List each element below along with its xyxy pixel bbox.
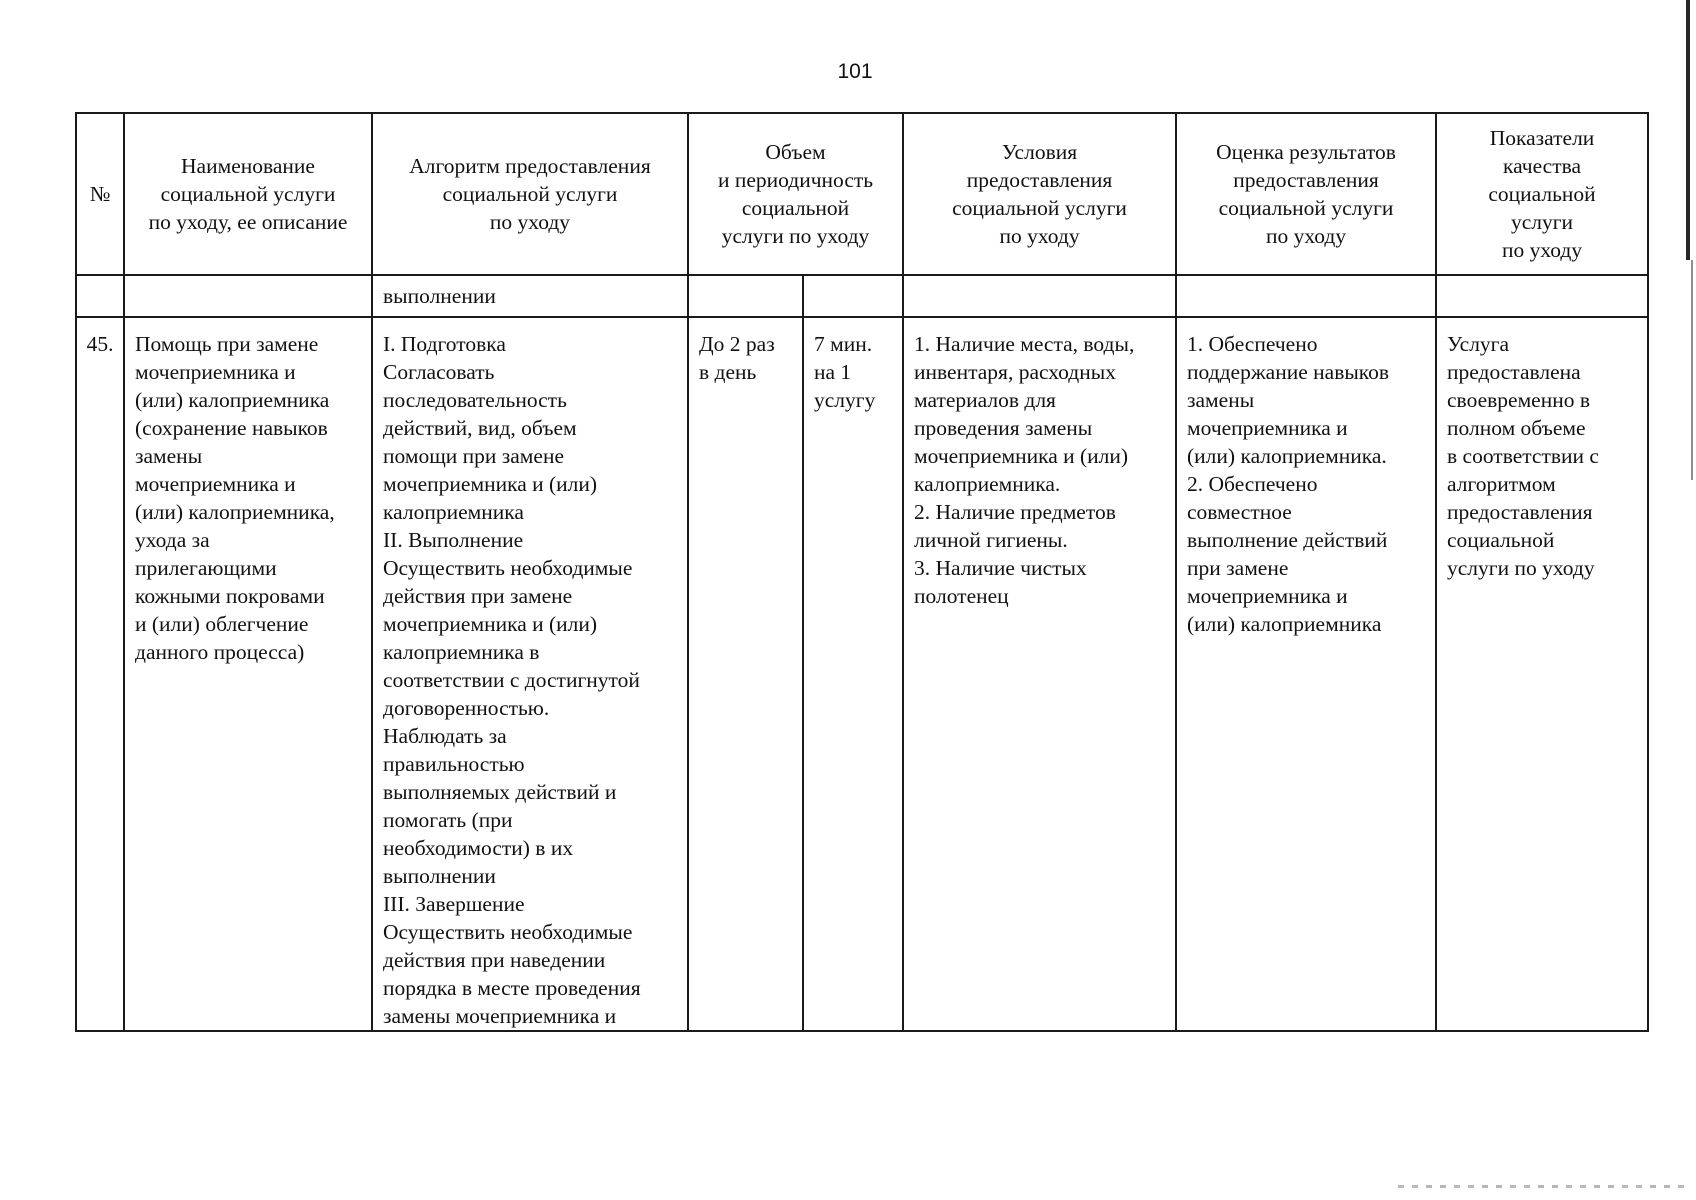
text-line: материалов для xyxy=(914,388,1056,412)
text-line: II. Выполнение xyxy=(383,528,524,552)
text-line: мочеприемника и xyxy=(135,360,296,384)
text-line: услуги по уходу xyxy=(721,224,870,248)
text-line: ухода за xyxy=(135,528,210,552)
text-line: порядка в месте проведения xyxy=(383,976,641,1000)
text-line: на 1 xyxy=(814,360,852,384)
text-line: инвентаря, расходных xyxy=(914,360,1116,384)
text-line: предоставления xyxy=(966,168,1113,192)
text-line: 1. Обеспечено xyxy=(1187,332,1318,356)
text-line: соответствии с достигнутой xyxy=(383,668,640,692)
text-line: мочеприемника и xyxy=(1187,584,1348,608)
text-line: алгоритмом xyxy=(1447,472,1556,496)
header-conditions xyxy=(903,113,1176,275)
text-line: проведения замены xyxy=(914,416,1093,440)
text-line: мочеприемника и (или) xyxy=(914,444,1129,468)
text-line: в соответствии с xyxy=(1447,444,1599,468)
text-line: Осуществить необходимые xyxy=(383,556,633,580)
text-line: (или) калоприемника xyxy=(135,388,330,412)
text-line: Объем xyxy=(765,140,826,164)
cont-cell-name xyxy=(124,275,372,317)
text-line: по уходу xyxy=(489,210,571,234)
text-line: Оценка результатов xyxy=(1216,140,1396,164)
text-line: Алгоритм предоставления xyxy=(409,154,651,178)
text-line: необходимости) в их xyxy=(383,836,574,860)
text-line: предоставления xyxy=(1447,500,1593,524)
text-line: замены xyxy=(135,444,203,468)
header-volume xyxy=(688,113,903,275)
page-number: 101 xyxy=(837,60,873,83)
text-line: социальной xyxy=(1488,182,1596,206)
text-line: социальной услуги xyxy=(160,182,336,206)
header-quality xyxy=(1436,113,1648,275)
text-line: Условия xyxy=(1001,140,1078,164)
text-line: калоприемника xyxy=(383,500,524,524)
text-line: и (или) облегчение xyxy=(135,612,309,636)
text-line: действия при наведении xyxy=(383,948,606,972)
row-number: 45. xyxy=(76,317,124,1031)
scan-noise-dots xyxy=(1398,1185,1688,1188)
text-line: 2. Обеспечено xyxy=(1187,472,1318,496)
text-line: мочеприемника и (или) xyxy=(383,612,598,636)
text-line: по уходу xyxy=(999,224,1080,248)
scan-edge-mark-lower xyxy=(1691,260,1693,480)
services-table xyxy=(75,112,1649,1032)
text-line: по уходу xyxy=(1265,224,1347,248)
text-line: предоставления xyxy=(1233,168,1379,192)
text-line: № xyxy=(89,182,111,206)
text-line: замены мочеприемника и xyxy=(383,1004,617,1028)
header-row xyxy=(76,113,1648,275)
text-line: прилегающими xyxy=(135,556,277,580)
text-line: выполняемых действий и xyxy=(383,780,617,804)
text-line: 7 мин. xyxy=(814,332,873,356)
text-line: полотенец xyxy=(914,584,1009,608)
text-line: 2. Наличие предметов xyxy=(914,500,1116,524)
text-line: (или) калоприемника xyxy=(1187,612,1382,636)
header-evaluation xyxy=(1176,113,1436,275)
text-line: выполнение действий xyxy=(1187,528,1388,552)
text-line: услуги по уходу xyxy=(1447,556,1595,580)
text-line: мочеприемника и (или) xyxy=(383,472,598,496)
text-line: 1. Наличие места, воды, xyxy=(914,332,1135,356)
text-line: До 2 раз xyxy=(699,332,775,356)
scan-edge-mark xyxy=(1686,0,1690,260)
text-line: при замене xyxy=(1187,556,1289,580)
text-line: социальной услуги xyxy=(442,182,618,206)
text-line: калоприемника в xyxy=(383,640,540,664)
continuation-row xyxy=(76,275,1648,317)
text-line: данного процесса) xyxy=(135,640,305,664)
text-line: (или) калоприемника, xyxy=(135,500,335,524)
text-line: действия при замене xyxy=(383,584,573,608)
header-number xyxy=(76,113,124,275)
text-line: в день xyxy=(699,360,757,384)
text-line: (или) калоприемника. xyxy=(1187,444,1387,468)
text-line: Осуществить необходимые xyxy=(383,920,633,944)
text-line: и периодичность xyxy=(717,168,874,192)
text-line: социальной xyxy=(741,196,850,220)
evaluation-cell xyxy=(1176,317,1436,1031)
cont-cell-number xyxy=(76,275,124,317)
text-line: последовательность xyxy=(383,388,567,412)
text-line: договоренностью. xyxy=(383,696,550,720)
text-line: Услуга xyxy=(1447,332,1510,356)
text-line: услугу xyxy=(814,388,876,412)
text-line: личной гигиены. xyxy=(914,528,1068,552)
time-cell xyxy=(803,317,903,1031)
text-line: Помощь при замене xyxy=(135,332,319,356)
conditions-cell xyxy=(903,317,1176,1031)
text-line: социальной xyxy=(1447,528,1555,552)
text-line: помощи при замене xyxy=(383,444,565,468)
text-line: помогать (при xyxy=(383,808,513,832)
cont-cell-quality xyxy=(1436,275,1648,317)
text-line: калоприемника. xyxy=(914,472,1061,496)
text-line: 3. Наличие чистых xyxy=(914,556,1087,580)
text-line: поддержание навыков xyxy=(1187,360,1390,384)
header-algorithm xyxy=(372,113,688,275)
text-line: предоставлена xyxy=(1447,360,1581,384)
cont-cell-conditions xyxy=(903,275,1176,317)
cont-cell-volume xyxy=(688,275,803,317)
text-line: выполнении xyxy=(383,864,496,888)
text-line: Наблюдать за xyxy=(383,724,507,748)
algorithm-cell xyxy=(372,317,688,1031)
text-line: правильностью xyxy=(383,752,525,776)
text-line: своевременно в xyxy=(1447,388,1590,412)
text-line: совместное xyxy=(1187,500,1292,524)
text-line: Показатели xyxy=(1489,126,1595,150)
text-line: мочеприемника и xyxy=(135,472,296,496)
cont-cell-algorithm: выполнении xyxy=(372,275,688,317)
text-line: социальной услуги xyxy=(1218,196,1394,220)
text-line: замены xyxy=(1187,388,1255,412)
cont-cell-evaluation xyxy=(1176,275,1436,317)
text-line: I. Подготовка xyxy=(383,332,506,356)
text-line: услуги xyxy=(1510,210,1574,234)
cont-cell-time xyxy=(803,275,903,317)
text-line: (сохранение навыков xyxy=(135,416,328,440)
text-line: мочеприемника и xyxy=(1187,416,1348,440)
text-line: качества xyxy=(1502,154,1582,178)
text-line: кожными покровами xyxy=(135,584,325,608)
volume-cell xyxy=(688,317,803,1031)
text-line: Согласовать xyxy=(383,360,495,384)
text-line: III. Завершение xyxy=(383,892,525,916)
text-line: социальной услуги xyxy=(952,196,1127,220)
text-line: полном объеме xyxy=(1447,416,1586,440)
header-service-name xyxy=(124,113,372,275)
table-row xyxy=(76,317,1648,1031)
text-line: Наименование xyxy=(181,154,315,178)
service-name-cell xyxy=(124,317,372,1031)
text-line: по уходу, ее описание xyxy=(148,210,348,234)
text-line: действий, вид, объем xyxy=(383,416,577,440)
quality-cell xyxy=(1436,317,1648,1031)
text-line: по уходу xyxy=(1501,238,1583,262)
